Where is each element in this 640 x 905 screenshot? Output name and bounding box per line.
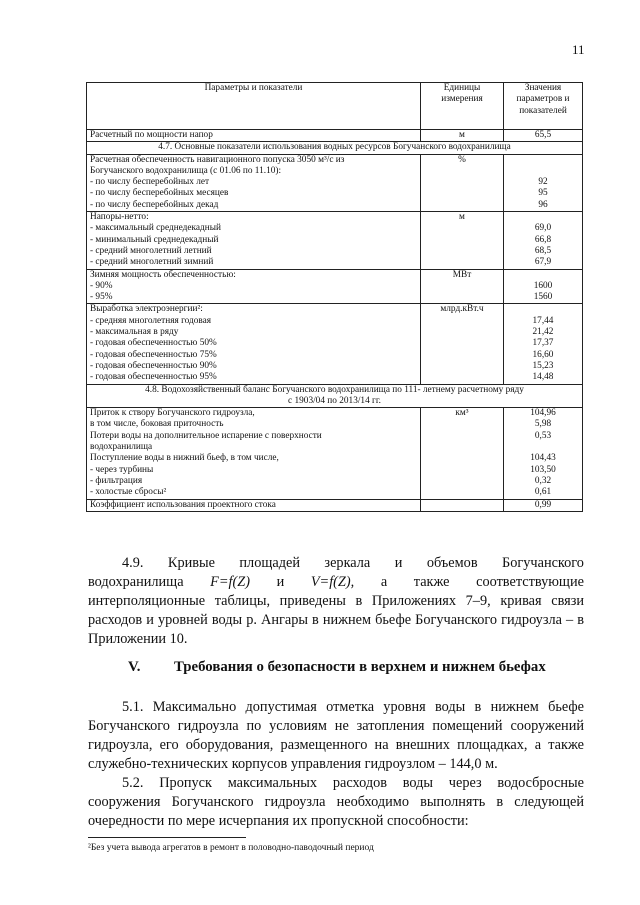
parameter-line: Напоры-нетто: xyxy=(90,212,149,223)
parameter-cell xyxy=(87,130,421,142)
value-line: 17,37 xyxy=(532,338,554,349)
value-line: 104,96 xyxy=(530,408,556,419)
value-line: 0,99 xyxy=(534,499,552,510)
value-line xyxy=(507,166,579,177)
table-row xyxy=(87,499,583,511)
unit-cell: млрд.кВт.ч xyxy=(421,304,504,384)
parameter-cell xyxy=(87,499,421,511)
page-number: 11 xyxy=(572,42,585,57)
paragraph-5-1: 5.1. Максимально допустимая отметка уровня воды в нижнем бьефе Богучанского гидроузла по условиям не затопления помещений сооружений гидроузла, его оборудования, размещенного на внешних площадках, а также служебно-технических корпусов управления гидроузлом – 144,0 м. xyxy=(88,699,584,772)
value-cell xyxy=(504,130,583,142)
paragraph-4-9: 4.9. Кривые площадей зеркала и объемов Богучанского водохранилища F=f(Z) и V=f(Z), а также соответствующие интерполяционные таблицы, приведены в Приложениях 7–9, кривая связи расходов и уровней воды р. Ангары в нижнем бьефе Богучанского гидроузла – в Приложении 10. xyxy=(88,555,584,647)
parameter-line: - средний многолетний летний xyxy=(90,245,212,256)
column-header: Единицы измерения xyxy=(421,83,504,130)
table-row xyxy=(87,269,583,304)
parameter-line: - годовая обеспеченностью 90% xyxy=(90,360,217,371)
paragraph-word: соответствующие xyxy=(476,574,584,590)
paragraph-word: также xyxy=(413,574,450,590)
table-section-row xyxy=(87,142,583,154)
value-line: 67,9 xyxy=(534,257,552,268)
paragraph-word: F=f(Z) xyxy=(210,574,250,590)
parameter-line: - максимальная в ряду xyxy=(90,327,179,338)
parameter-line: - по числу бесперебойных декад xyxy=(90,199,219,210)
value-line: 0,32 xyxy=(534,475,552,486)
value-line: 92 xyxy=(538,177,548,188)
value-line: 5,98 xyxy=(534,419,552,430)
parameter-cell xyxy=(87,304,421,384)
paragraph-5-2: 5.2. Пропуск максимальных расходов воды через водосбросные сооружения Богучанского гидроузла необходимо выполнять в следующей очередности по мере исчерпания их пропускной способности: xyxy=(88,775,584,829)
table-row xyxy=(87,154,583,211)
parameter-line: Богучанского водохранилища (с 01.06 по 11.10): xyxy=(90,165,282,176)
parameter-line: - годовая обеспеченностью 95% xyxy=(90,372,217,383)
unit-cell xyxy=(421,499,504,511)
value-line: 21,42 xyxy=(532,327,554,338)
value-line: 16,60 xyxy=(532,349,554,360)
parameter-line: - по числу бесперебойных лет xyxy=(90,177,210,188)
paragraph-word: зеркала xyxy=(324,555,371,571)
value-line: 1560 xyxy=(533,292,553,303)
paragraph-word: и xyxy=(394,555,403,571)
parameter-line: - средняя многолетняя годовая xyxy=(90,315,212,326)
section-number: V. xyxy=(128,659,141,675)
value-line: 17,44 xyxy=(532,315,554,326)
footnote: ²Без учета вывода агрегатов в ремонт в половодно-паводочный период xyxy=(88,843,374,853)
parameter-line: Поступление воды в нижний бьеф, в том числе, xyxy=(90,453,279,464)
unit-cell: МВт xyxy=(421,269,504,304)
paragraph-word: V=f(Z), xyxy=(310,574,355,590)
unit-cell: м xyxy=(421,212,504,269)
value-line xyxy=(507,155,579,166)
parameter-line: - средний многолетний зимний xyxy=(90,257,214,268)
parameter-line: - годовая обеспеченностью 75% xyxy=(90,349,217,360)
parameter-line: - 95% xyxy=(90,292,113,303)
value-line: 96 xyxy=(538,199,548,210)
parameter-line: Зимняя мощность обеспеченностью: xyxy=(90,269,236,280)
parameter-line: - через турбины xyxy=(90,464,154,475)
section-caption-line: 4.7. Основные показатели использования водных ресурсов Богучанского водохранилища xyxy=(158,142,511,153)
value-line: 0,53 xyxy=(534,430,552,441)
parameter-line: Расчетный по мощности напор xyxy=(90,130,213,140)
parameter-line: Расчетная обеспеченность навигационного попуска 3050 м³/с из xyxy=(90,154,345,165)
section-caption xyxy=(87,142,583,154)
value-line: 104,43 xyxy=(530,453,556,464)
parameter-line: - фильтрация xyxy=(90,475,143,486)
paragraph-word: водохранилища xyxy=(88,574,184,590)
paragraph-word: Кривые xyxy=(167,555,215,571)
parameters-table xyxy=(86,82,583,512)
value-line: 65,5 xyxy=(534,130,552,140)
value-line: 66,8 xyxy=(534,234,552,245)
value-cell xyxy=(504,212,583,269)
table-row xyxy=(87,130,583,142)
unit-cell: % xyxy=(421,154,504,211)
parameter-line: Приток к створу Богучанского гидроузла, xyxy=(90,408,255,419)
value-line: 1600 xyxy=(533,280,553,291)
value-cell xyxy=(504,154,583,211)
paragraph-word: объемов xyxy=(426,555,478,571)
paragraph-word: 4.9. xyxy=(122,555,144,571)
paragraph-word: а xyxy=(380,574,388,590)
value-line: 14,48 xyxy=(532,372,554,383)
parameter-line: Выработка электроэнергии²: xyxy=(90,304,203,315)
parameter-cell xyxy=(87,154,421,211)
parameter-line: - холостые сбросы² xyxy=(90,487,167,498)
section-caption xyxy=(87,384,583,408)
value-line: 68,5 xyxy=(534,245,552,256)
column-header: Значения параметров и показателей xyxy=(504,83,583,130)
footnote-divider xyxy=(88,837,246,838)
parameter-line: в том числе, боковая приточность xyxy=(90,419,224,430)
parameter-cell xyxy=(87,269,421,304)
value-line: 103,50 xyxy=(530,464,556,475)
value-line xyxy=(507,270,579,281)
value-line xyxy=(507,212,579,223)
paragraph-word: площадей xyxy=(239,555,300,571)
value-line: 69,0 xyxy=(534,223,552,234)
table-row xyxy=(87,304,583,384)
value-cell xyxy=(504,408,583,499)
parameter-line: - 90% xyxy=(90,280,113,291)
parameter-line: - годовая обеспеченностью 50% xyxy=(90,338,217,349)
unit-cell: км³ xyxy=(421,408,504,499)
table-section-row xyxy=(87,384,583,408)
value-cell xyxy=(504,269,583,304)
unit-cell: м xyxy=(421,130,504,142)
table-header-row xyxy=(87,83,583,130)
paragraph-word: Богучанского xyxy=(502,555,584,571)
parameter-cell xyxy=(87,212,421,269)
section-caption-line: с 1903/04 по 2013/14 гг. xyxy=(288,395,381,406)
value-line: 0,61 xyxy=(534,487,552,498)
column-header: Параметры и показатели xyxy=(87,83,421,130)
parameter-line: Потери воды на дополнительное испарение с поверхности xyxy=(90,430,322,441)
value-cell xyxy=(504,304,583,384)
value-cell xyxy=(504,499,583,511)
section-caption-line: 4.8. Водохозяйственный баланс Богучанского водохранилища по 111- летнему расчетному ряду xyxy=(145,384,524,395)
paragraph-word: и xyxy=(276,574,285,590)
parameter-line: - минимальный среднедекадный xyxy=(90,234,219,245)
table-row xyxy=(87,408,583,499)
value-line xyxy=(507,304,579,315)
section-heading xyxy=(128,659,546,676)
parameter-line: водохранилища xyxy=(90,442,153,453)
parameter-line: - максимальный среднедекадный xyxy=(90,223,221,234)
value-line: 95 xyxy=(538,188,548,199)
parameter-cell xyxy=(87,408,421,499)
value-line: 15,23 xyxy=(532,360,554,371)
table-row xyxy=(87,212,583,269)
parameter-line: - по числу бесперебойных месяцев xyxy=(90,188,229,199)
parameter-line: Коэффициент использования проектного стока xyxy=(90,499,276,510)
value-line xyxy=(507,442,579,453)
section-title: Требования о безопасности в верхнем и нижнем бьефах xyxy=(174,659,546,675)
